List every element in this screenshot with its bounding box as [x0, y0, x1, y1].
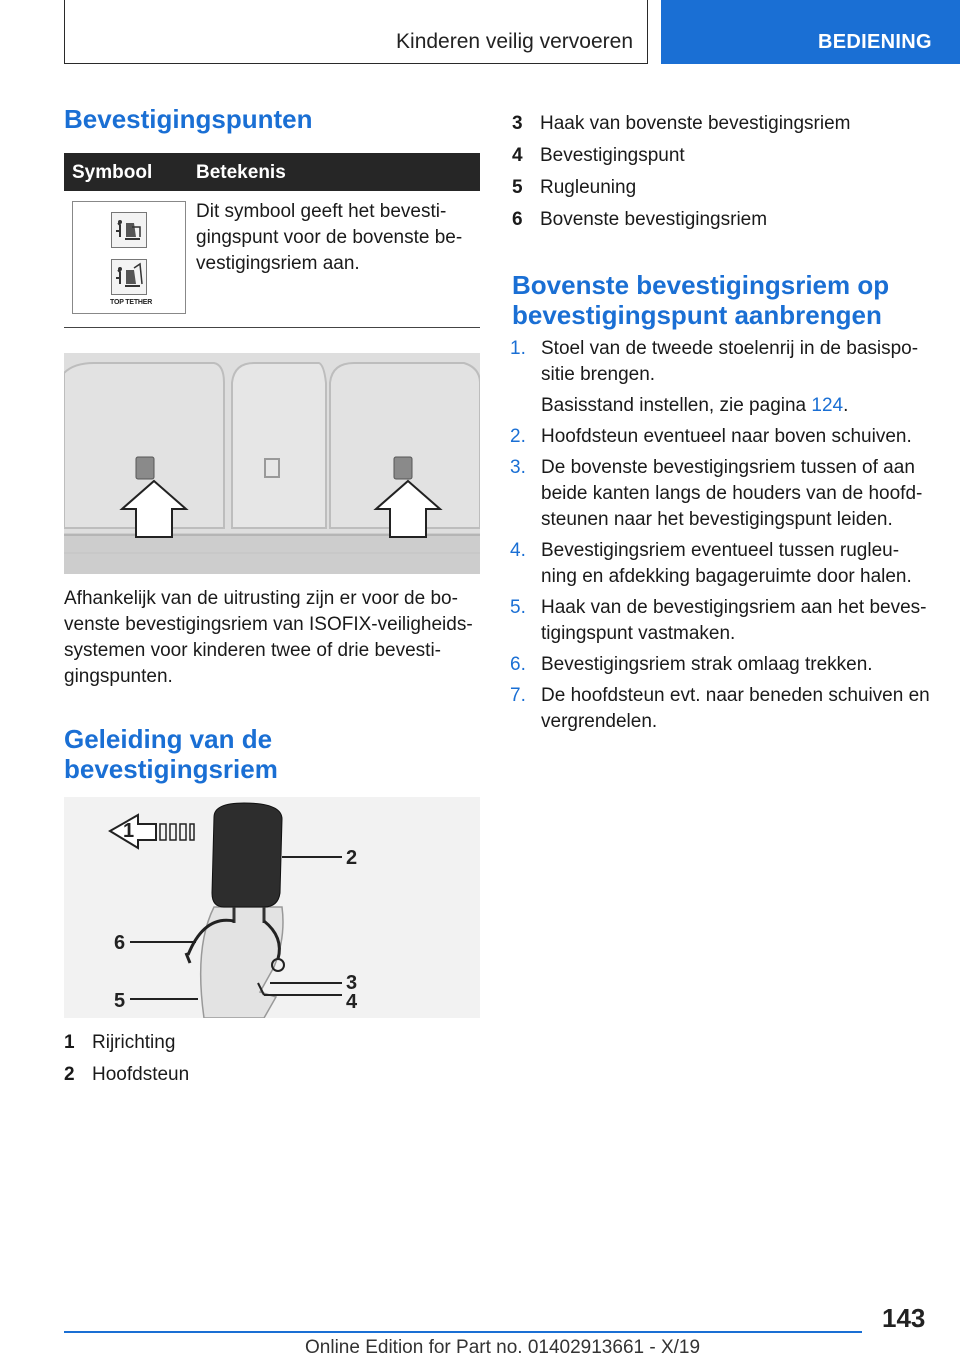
legend-text: Haak van bovenste bevestigingsriem: [540, 113, 851, 134]
step-number: 4.: [510, 540, 526, 561]
legend-num: 3: [512, 113, 523, 134]
legend-left: [64, 1027, 189, 1091]
step-item: [510, 424, 930, 450]
footer-edition: Online Edition for Part no. 01402913661 - X/19: [305, 1337, 701, 1358]
diagram-label-5: 5: [114, 990, 126, 1012]
legend-item: [512, 172, 851, 204]
symbol-cell: [72, 201, 186, 314]
step-number: 3.: [510, 457, 526, 478]
table-row: [64, 191, 480, 328]
symbol-table: [64, 153, 480, 328]
anchor-variants-paragraph: Afhankelijk van de uitrusting zijn er voor de bo-venste bevestigingsriem van ISOFIX-veiligheids-systemen voor kinderen twee of drie bevesti-gingspunten.: [64, 588, 473, 687]
page-link[interactable]: 124: [811, 395, 844, 416]
step-text: De bovenste bevestigingsriem tussen of aan beide kanten langs de houders van de hoofd-steunen naar het bevestigingspunt leiden.: [541, 457, 923, 530]
heading-aanbrengen: Bovenste bevestigingsriem op bevestigingspunt aanbrengen: [512, 270, 890, 330]
legend-item: [64, 1027, 189, 1059]
step-number: 5.: [510, 597, 526, 618]
step-item: [510, 538, 930, 590]
step-number: 6.: [510, 654, 526, 675]
legend-num: 2: [64, 1064, 75, 1085]
step-item: [510, 336, 930, 419]
col-meaning-header: Betekenis: [196, 162, 286, 183]
legend-num: 1: [64, 1032, 75, 1053]
legend-right: [512, 108, 851, 236]
step-number: 2.: [510, 426, 526, 447]
tether-routing-diagram: [64, 797, 480, 1018]
diagram-label-3: 3: [346, 972, 358, 994]
step-number: 1.: [510, 338, 526, 359]
anchor-points-photo: [64, 353, 480, 574]
chapter-tab[interactable]: [661, 0, 960, 64]
procedure-steps: [510, 336, 930, 740]
step-text: Haak van de bevestigingsriem aan het beves-tigingspunt vastmaken.: [541, 597, 927, 644]
header-section-box: [64, 0, 648, 64]
diagram-label-4: 4: [346, 991, 358, 1013]
step-item: [510, 652, 930, 678]
legend-item: [512, 108, 851, 140]
legend-text: Bevestigingspunt: [540, 145, 685, 166]
legend-text: Rijrichting: [92, 1032, 176, 1053]
legend-item: [64, 1059, 189, 1091]
icon-caption: TOP TETHER: [110, 299, 153, 306]
top-tether-icon: [111, 259, 147, 295]
col-symbol-header: Symbool: [72, 162, 153, 183]
legend-text: Rugleuning: [540, 177, 637, 198]
child-seat-anchor-icon: [111, 212, 147, 248]
note-text: Basisstand instellen, zie pagina: [541, 395, 807, 416]
step-item: [510, 455, 930, 533]
heading-geleiding: Geleiding van de bevestigingsriem: [64, 724, 278, 784]
step-text: Hoofdsteun eventueel naar boven schuiven.: [541, 426, 912, 447]
legend-num: 4: [512, 145, 523, 166]
step-number: 7.: [510, 685, 526, 706]
symbol-meaning: Dit symbool geeft het bevesti-gingspunt voor de bovenste be-vestigingsriem aan.: [196, 201, 463, 274]
footer-rule: [64, 1331, 862, 1333]
diagram-label-1: 1: [123, 820, 135, 842]
step-text: De hoofdsteun evt. naar beneden schuiven en vergrendelen.: [541, 685, 930, 732]
step-text: Bevestigingsriem strak omlaag trekken.: [541, 654, 873, 675]
legend-item: [512, 140, 851, 172]
section-title: Kinderen veilig vervoeren: [396, 30, 633, 53]
note-suffix: .: [843, 395, 849, 416]
step-text: Stoel van de tweede stoelenrij in de basispo-sitie brengen.: [541, 338, 919, 385]
page-number: 143: [882, 1303, 926, 1333]
step-item: [510, 683, 930, 735]
legend-text: Hoofdsteun: [92, 1064, 190, 1085]
legend-text: Bovenste bevestigingsriem: [540, 209, 768, 230]
step-note: [541, 393, 930, 419]
step-item: [510, 595, 930, 647]
heading-bevestigingspunten: Bevestigingspunten: [64, 104, 313, 134]
diagram-label-2: 2: [346, 847, 358, 869]
chapter-title: BEDIENING: [818, 31, 932, 53]
legend-num: 5: [512, 177, 523, 198]
legend-num: 6: [512, 209, 523, 230]
diagram-label-6: 6: [114, 932, 126, 954]
step-text: Bevestigingsriem eventueel tussen rugleu-ning en afdekking bagageruimte door halen.: [541, 540, 912, 587]
table-header: [64, 153, 480, 191]
legend-item: [512, 204, 851, 236]
